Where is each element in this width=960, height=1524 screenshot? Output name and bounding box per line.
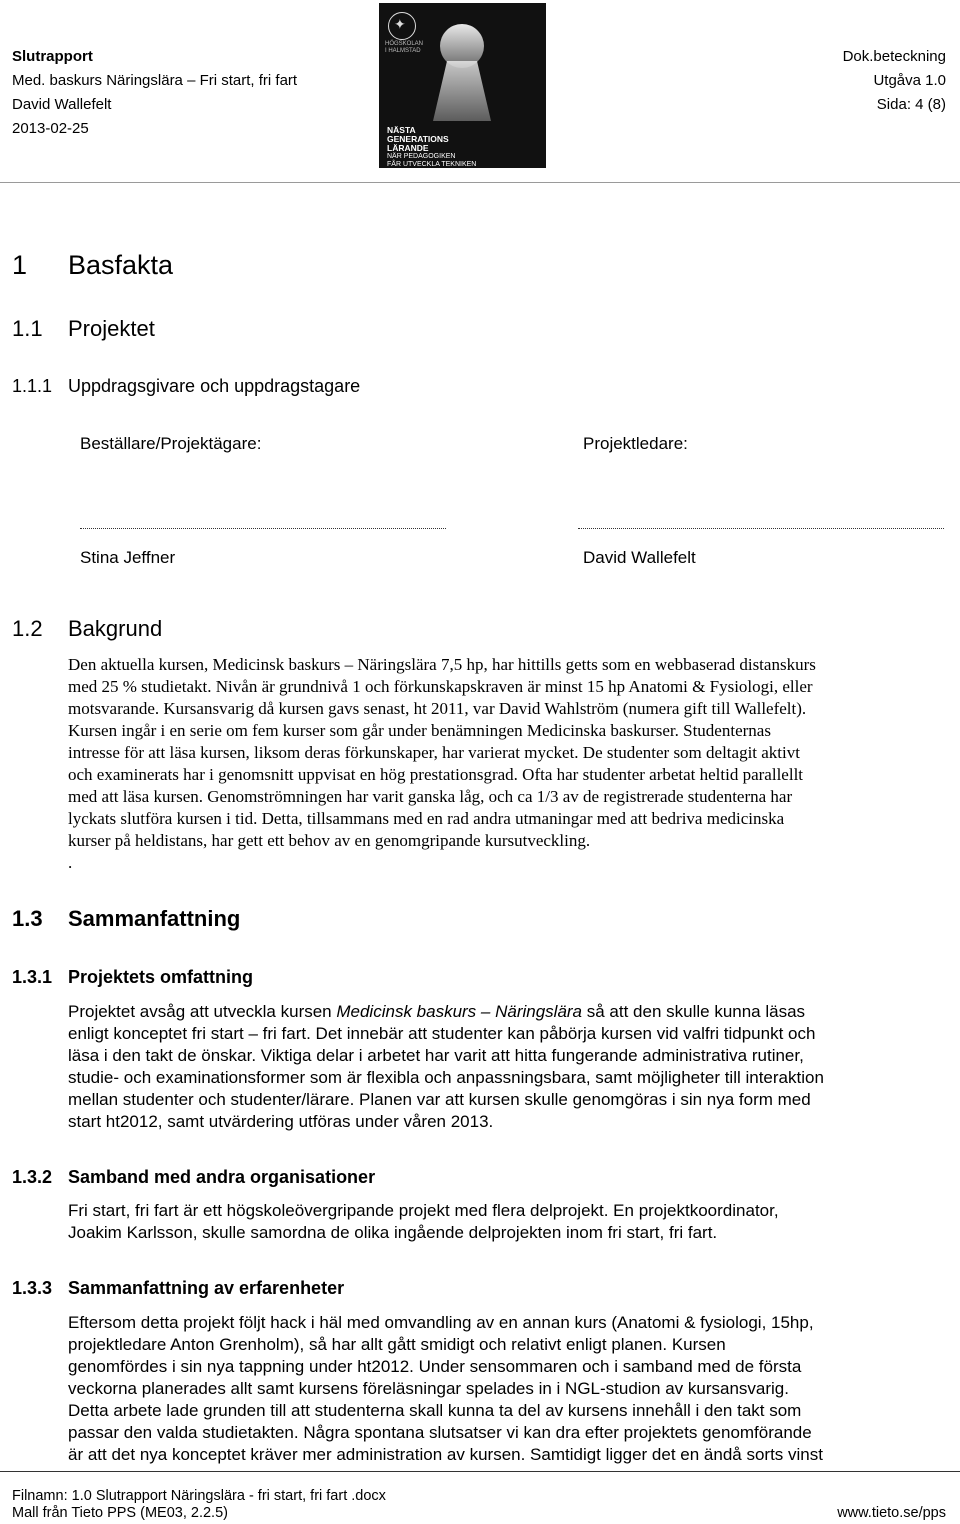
omfattning-paragraph (68, 1001, 928, 1133)
footer-url: www.tieto.se/pps (837, 1505, 946, 1521)
text-line (68, 1001, 928, 1023)
heading-title: Sammanfattning (68, 906, 241, 931)
lead-name: David Wallefelt (583, 548, 696, 567)
samband-paragraph (68, 1200, 928, 1244)
text-line: mellan studenter och studenter/lärare. Planen var att kursen skulle genomgöras i sin nya form med (68, 1090, 811, 1109)
heading-omfattning (12, 967, 253, 988)
text-line: kurser på heldistans, har gett ett behov av en genomgripande kursutveckling. (68, 831, 591, 850)
heading-uppdrag (12, 376, 360, 397)
heading-bakgrund (12, 616, 162, 642)
footer-divider (0, 1471, 960, 1472)
text-line: är att det nya konceptet kräver mer administration av kursen. Samtidigt ligger det en ändå sorts vinst (68, 1445, 823, 1464)
text-line: med 25 % studietakt. Nivån är grundnivå 1 och förkunskapskraven är minst 15 hp Anatomi & Fysiologi, eller (68, 677, 813, 696)
course-title-italic: Medicinsk baskurs – Näringslära (336, 1002, 583, 1021)
text-line: motsvarande. Kursansvarig då kursen gavs senast, ht 2011, var David Wahlström (numera gift till Wallefelt). (68, 699, 807, 718)
heading-number: 1.3.1 (12, 967, 53, 987)
heading-erfarenheter (12, 1278, 344, 1299)
page-number: Sida: 4 (8) (876, 96, 946, 113)
text-line: projektledare Anton Grenholm), så har allt gått smidigt och relativt enligt planen. Kursen (68, 1335, 726, 1354)
doc-label: Dok.beteckning (842, 48, 946, 65)
role-label-owner: Beställare/Projektägare: (80, 434, 262, 453)
course-name: Med. baskurs Näringslära – Fri start, fri fart (12, 72, 298, 89)
brand-sub: NÄR PEDAGOGIKEN (387, 153, 456, 160)
version-label: Utgåva 1.0 (873, 72, 946, 89)
heading-title: Projektets omfattning (68, 967, 254, 987)
author-name: David Wallefelt (12, 96, 112, 113)
heading-number: 1.3.3 (12, 1278, 53, 1298)
bakgrund-paragraph (68, 654, 928, 874)
text-line: Joakim Karlsson, skulle samordna de olika ingående delprojekten inom fri start, fri fart. (68, 1223, 718, 1242)
logo-brand (387, 126, 476, 169)
heading-sammanfattning (12, 906, 240, 932)
text-run: Projektet avsåg att utveckla kursen (68, 1002, 337, 1021)
signature-line-owner (80, 527, 446, 529)
text-line: passar den valda studietakten. Några spontana slutsatser vi kan dra efter projektets genomförande (68, 1423, 812, 1442)
heading-samband (12, 1167, 375, 1188)
text-line: enligt konceptet fri start – fri fart. Det innebär att studenter kan påbörja kursen vid valfri tidpunkt och (68, 1024, 816, 1043)
text-line: Eftersom detta projekt följt hack i häl med omvandling av en annan kurs (Anatomi & fysiologi, 15hp, (68, 1313, 814, 1332)
heading-number: 1.3.2 (12, 1167, 53, 1187)
text-line: Detta arbete lade grunden till att studenterna skall kunna ta del av kursens innehåll i den takt som (68, 1401, 802, 1420)
text-line: Kursen ingår i en serie om fem kurser som går under benämningen Medicinska baskurser. Studenternas (68, 721, 771, 740)
heading-title: Sammanfattning av erfarenheter (68, 1278, 345, 1298)
text-line: läsa i den takt de önskar. Viktiga delar i arbetet har varit att hitta fungerande administrativa rutiner, (68, 1046, 804, 1065)
heading-number: 1.2 (12, 616, 43, 641)
header-right (843, 48, 946, 120)
text-line: genomfördes i sin nya tappning under ht2012. Under sensommaren och i samband med de första (68, 1357, 802, 1376)
owner-name: Stina Jeffner (80, 548, 176, 567)
text-line: start ht2012, samt utvärdering utföras under våren 2013. (68, 1112, 494, 1131)
footer-template: Mall från Tieto PPS (ME03, 2.2.5) (12, 1505, 228, 1521)
heading-title: Projektet (68, 316, 155, 341)
heading-basfakta (12, 250, 173, 281)
heading-number: 1 (12, 250, 28, 280)
heading-title: Basfakta (68, 250, 174, 280)
text-line: och examinerats har i genomsnitt uppvisat en hög prestationsgrad. Ofta har studenter arbetat heltid parallellt (68, 765, 804, 784)
heading-number: 1.3 (12, 906, 43, 931)
text-line: lyckats slutföra kursen i tid. Detta, tillsammans med en rad andra utmaningar med att bedriva medicinska (68, 809, 785, 828)
text-line: . (68, 853, 73, 872)
erfarenheter-paragraph (68, 1312, 928, 1466)
role-label-lead: Projektledare: (583, 434, 688, 453)
brand-line: NÄSTA (387, 125, 416, 135)
heading-number: 1.1.1 (12, 376, 53, 396)
heading-title: Samband med andra organisationer (68, 1167, 376, 1187)
text-line: Fri start, fri fart är ett högskoleövergripande projekt med flera delprojekt. En projektkoordinator, (68, 1201, 779, 1220)
header-left (12, 48, 297, 144)
document-title: Slutrapport (12, 48, 93, 65)
heading-number: 1.1 (12, 316, 43, 341)
heading-title: Bakgrund (68, 616, 163, 641)
header-divider (0, 182, 960, 183)
text-line: Den aktuella kursen, Medicinsk baskurs – Näringslära 7,5 hp, har hittills getts som en webbaserad distanskurs (68, 655, 816, 674)
heading-title: Uppdragsgivare och uppdragstagare (68, 376, 361, 396)
university-seal-icon (388, 12, 416, 40)
footer-filename: Filnamn: 1.0 Slutrapport Näringslära - fri start, fri fart .docx (12, 1488, 386, 1504)
text-run: så att den skulle kunna läsas (582, 1002, 806, 1021)
heading-projektet (12, 316, 155, 342)
brand-line: LÄRANDE (387, 143, 429, 153)
signature-line-lead (578, 527, 944, 529)
seal-text: HÖGSKOLAN I HALMSTAD (385, 41, 424, 54)
brand-line: GENERATIONS (387, 134, 449, 144)
text-line: studie- och examinationsformer som är flexibla och anpassningsbara, samt möjligheter till interaktion (68, 1068, 824, 1087)
text-line: intresse för att läsa kursen, liksom deras förkunskaper, har varierat mycket. De studenter som deltagit aktivt (68, 743, 800, 762)
text-line: veckorna planerades allt samt kursens föreläsningar spelades in i NGL-studion av kursansvarig. (68, 1379, 789, 1398)
brand-sub: FÅR UTVECKLA TEKNIKEN (387, 161, 477, 168)
ngl-logo (379, 3, 546, 168)
document-date: 2013-02-25 (12, 120, 89, 137)
text-line: med att läsa kursen. Genomströmningen har varit ganska låg, och ca 1/3 av de registrerade studenterna har (68, 787, 793, 806)
